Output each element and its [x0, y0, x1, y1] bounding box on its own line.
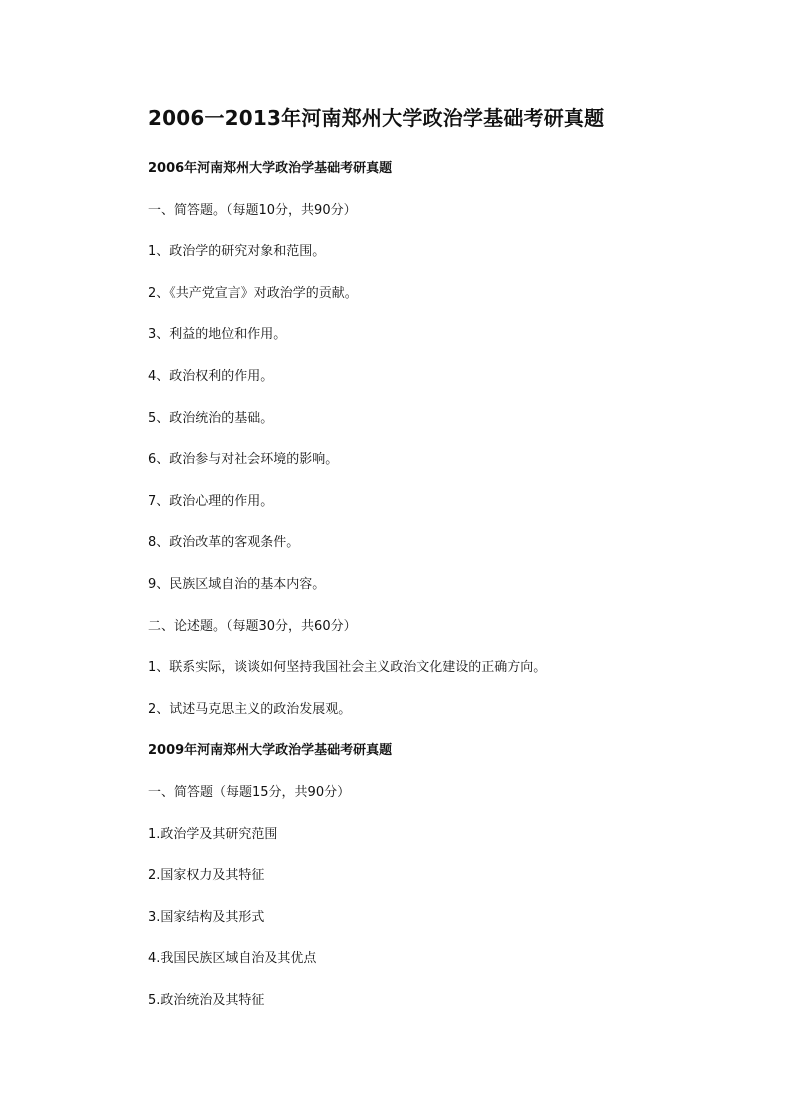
- question-line: 1、联系实际，谈谈如何坚持我国社会主义政治文化建设的正确方向。: [148, 660, 547, 676]
- question-group-heading: 一、简答题。（每题10分，共90分）: [148, 202, 357, 218]
- section-heading-2009: 2009年河南郑州大学政治学基础考研真题: [148, 743, 393, 759]
- question-line: 2、《共产党宣言》对政治学的贡献。: [148, 285, 358, 301]
- question-line: 6、政治参与对社会环境的影响。: [148, 452, 339, 468]
- question-line: 2.国家权力及其特征: [148, 868, 265, 884]
- question-group-heading: 一、简答题（每题15分，共90分）: [148, 784, 351, 800]
- question-line: 9、民族区域自治的基本内容。: [148, 576, 326, 592]
- question-line: 8、政治改革的客观条件。: [148, 535, 300, 551]
- question-line: 4、政治权利的作用。: [148, 368, 274, 384]
- question-line: 1、政治学的研究对象和范围。: [148, 244, 326, 260]
- question-line: 7、政治心理的作用。: [148, 493, 274, 509]
- question-line: 5、政治统治的基础。: [148, 410, 274, 426]
- question-group-heading: 二、论述题。（每题30分，共60分）: [148, 618, 357, 634]
- question-line: 3、利益的地位和作用。: [148, 327, 287, 343]
- question-line: 4.我国民族区域自治及其优点: [148, 951, 317, 967]
- document-title: 2006一2013年河南郑州大学政治学基础考研真题: [148, 106, 605, 130]
- question-line: 2、试述马克思主义的政治发展观。: [148, 701, 352, 717]
- question-line: 3.国家结构及其形式: [148, 909, 265, 925]
- question-line: 1.政治学及其研究范围: [148, 826, 278, 842]
- document-body: [148, 158, 748, 1031]
- question-line: 5.政治统治及其特征: [148, 992, 265, 1008]
- section-heading-2006: 2006年河南郑州大学政治学基础考研真题: [148, 161, 393, 176]
